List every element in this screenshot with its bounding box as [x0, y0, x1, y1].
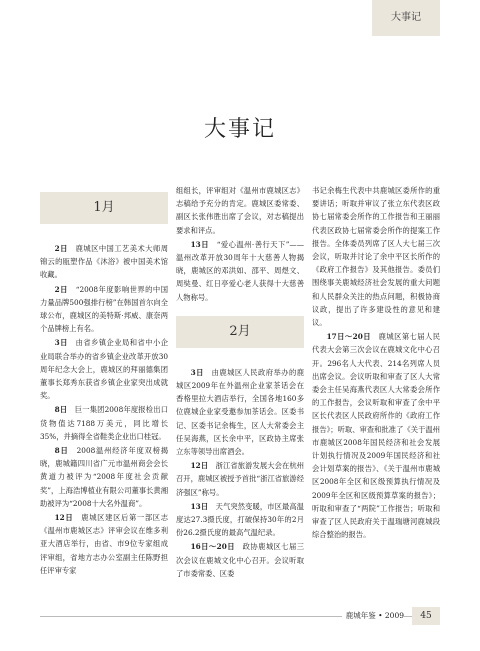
month-heading-february: 2月 — [176, 316, 304, 348]
event-text: 书记余梅生代表中共鹿城区委所作的重要讲话；听取并审议了张立东代表区政协七届常委会所作的工作报告和王丽丽代表区政协七届常委会所作的提案工作报告。全体委员列席了区人大七届三次会议，听取并讨论了余中平区长所作的《政府工作报告》及其他报告。委员们围绕事关鹿城经济社会发展的重大问题和人民群众关注的热点问题，积极协商议政，提出了许多建设性的意见和建议。 — [312, 186, 440, 328]
event-date: 8日 — [54, 405, 68, 415]
event-entry — [312, 330, 440, 541]
column-2-entries-top — [176, 184, 304, 304]
event-entry — [176, 238, 304, 304]
event-date: 3日 — [54, 338, 68, 348]
footer-publication: 鹿城年鉴 • 2009 — [342, 610, 404, 621]
column-2 — [176, 184, 304, 581]
section-header-tag: 大事记 — [372, 0, 440, 36]
column-2-entries-bottom — [176, 366, 304, 580]
event-entry — [312, 184, 440, 329]
event-date: 13日 — [190, 501, 209, 511]
event-date: 3日 — [190, 367, 204, 377]
event-text: 鹿城区建区后第一部区志《温州市鹿城区志》评审会议在维多利亚大酒店举行，由省、市9位专家组成评审组，省地方志办公室副主任陈野担任评审专家 — [40, 513, 169, 575]
event-text: 鹿城区中国工艺美术大师周锦云的瓯塑作品《沐浴》被中国美术馆收藏。 — [40, 244, 169, 280]
event-text: “爱心温州·善行天下”——温州改革开放30周年十大慈善人物揭晓，鹿城区的邓洪如、邵平、周煜文、周奘曼、红日亭爱心老人获得十大慈善人物称号。 — [176, 239, 305, 302]
page-title: 大事记 — [203, 117, 276, 142]
event-date: 12日 — [54, 513, 74, 523]
event-entry — [40, 242, 168, 282]
event-date: 17日～20日 — [326, 332, 371, 342]
event-text: 由省乡镇企业局和省中小企业局联合举办的省乡镇企业改革开放30周年纪念大会上，鹿城区的拜丽德集团董事长郑秀东获省乡镇企业家突出成就奖。 — [40, 338, 169, 401]
event-entry — [40, 511, 168, 577]
event-entry — [40, 336, 168, 402]
event-date: 8日 — [54, 446, 69, 456]
event-text: 由鹿城区人民政府举办的鹿城区2009年在外温州企业家茶话会在香格里拉大酒店举行，全国各地160多位鹿城企业家受邀参加茶话会。区委书记、区委书记余梅生，区人大常委会主任吴海燕，区长余中平，区政协主席张立东等领导出席酒会。 — [176, 367, 305, 457]
column-3 — [312, 184, 440, 542]
event-date: 12日 — [190, 461, 209, 471]
event-text: 组组长，评审组对《温州市鹿城区志》志稿给予充分的肯定。鹿城区委常委、副区长张伟胜出席了会议，对志稿提出要求和评点。 — [176, 186, 304, 235]
event-text: 巨一集团2008年度报检出口货物值达7188万美元，同比增长35%，并摘得全省鞋类企业出口桂冠。 — [40, 405, 169, 441]
event-date: 13日 — [190, 239, 209, 249]
event-text: 鹿城区第七届人民代表大会第三次会议在鹿城文化中心召开。296名人大代表、214名列席人员出席会议。会议听取和审查了区人大常委会主任吴海燕代表区人大常委会所作的工作报告，会议听取和审查了余中平区长代表区人民政府所作的《政府工作报告》；听取、审查和批准了《关于温州市鹿城区2008年国民经济和社会发展计划执行情况及2009年国民经济和社会计划草案的报告》、《关于温州市鹿城区2008年全区和区级预算执行情况及2009年全区和区级预算草案的报告》；听取和审查了“两院”工作报告；听取和审查了区人民政府关于温瑞塘河鹿城段综合整治的报告。 — [312, 332, 441, 540]
event-text: 天气突然变暖，市区最高温度达27.3摄氏度，打破保持30年的2月份26.2摄氏度的最高气温纪录。 — [176, 501, 304, 538]
event-entry — [176, 500, 304, 540]
column-1-entries — [40, 242, 168, 577]
event-entry — [176, 366, 304, 458]
event-entry — [176, 540, 304, 580]
month-heading-january: 1月 — [40, 192, 168, 224]
event-date: 16日～20日 — [190, 542, 235, 552]
event-entry — [40, 444, 168, 510]
event-date: 2日 — [54, 244, 68, 253]
page-number: 45 — [412, 607, 440, 625]
column-1 — [40, 184, 168, 578]
event-entry — [40, 403, 168, 443]
event-text: “2008年度影响世界的中国力量品牌500强排行榜”在韩国首尔向全球公布，鹿城区的美特斯·邦威、康奈两个品牌榜上有名。 — [40, 284, 169, 334]
event-entry — [176, 184, 304, 237]
column-3-entries — [312, 184, 440, 541]
event-entry — [176, 459, 304, 499]
event-text: 浙江省旅游发展大会在杭州召开，鹿城区被授予首批“浙江省旅游经济强区”称号。 — [176, 461, 304, 497]
event-text: 政协鹿城区七届三次会议在鹿城文化中心召开。会议听取了市委常委、区委 — [176, 542, 305, 578]
event-date: 2日 — [54, 284, 68, 294]
event-text: 2008温州经济年度双榜揭晓，鹿城籍四川省广元市温州商会会长黄道力被评为“2008年度社会贡献奖”，上海浩博植业有限公司董事长黄湘助被评为“2008十大名外温商”。 — [40, 446, 169, 508]
page-footer — [0, 607, 480, 625]
event-entry — [40, 283, 168, 336]
